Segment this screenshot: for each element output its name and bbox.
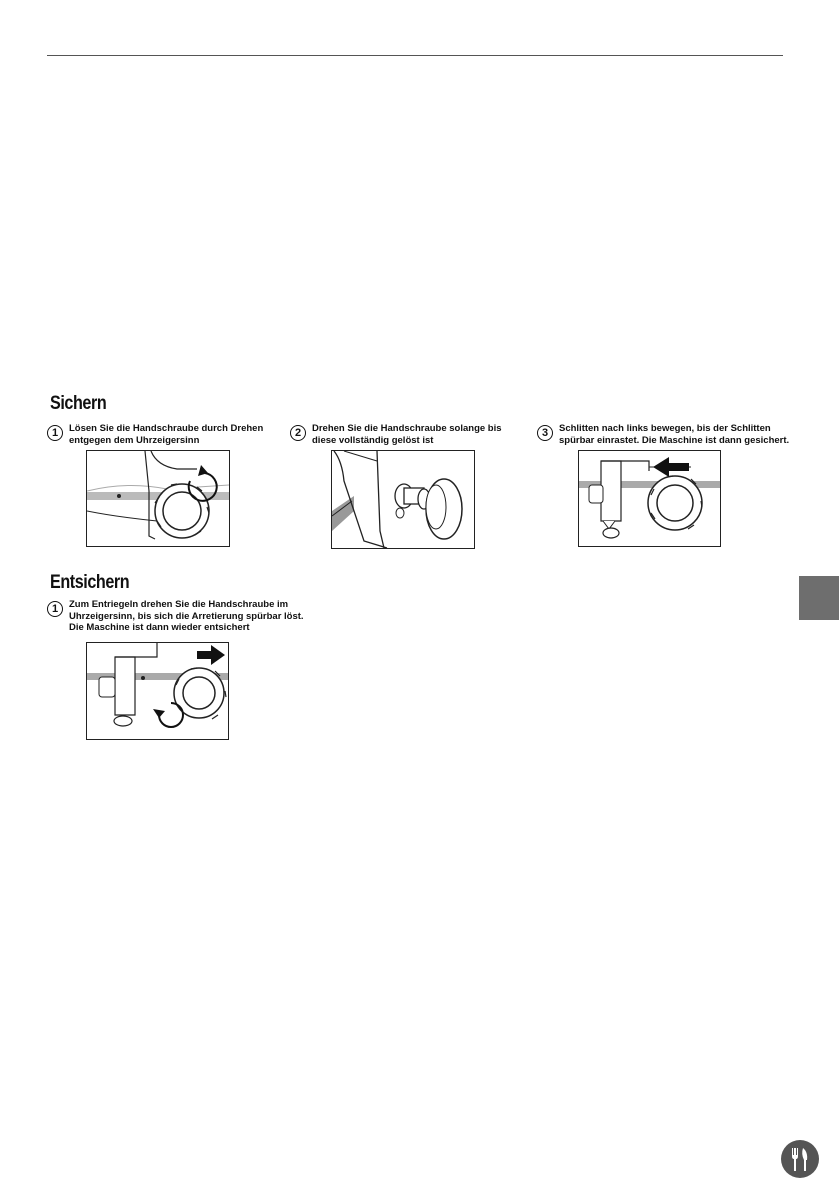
step-number-badge: 1 (47, 425, 63, 441)
section-heading-entsichern: Entsichern (50, 572, 130, 593)
step-number-badge: 1 (47, 601, 63, 617)
step-instruction: Lösen Sie die Handschraube durch Drehen entgegen dem Uhrzeigersinn (69, 423, 264, 446)
sichern-step-2 (290, 423, 502, 446)
section-heading-sichern: Sichern (50, 393, 107, 414)
illustration-slide-left (578, 450, 721, 547)
entsichern-step-1 (47, 599, 304, 634)
header-rule (47, 55, 783, 56)
sichern-step-3 (537, 423, 789, 446)
illustration-loosen-screw (86, 450, 230, 547)
step-instruction: Schlitten nach links bewegen, bis der Schlitten spürbar einrastet. Die Maschine ist dann gesichert. (559, 423, 790, 446)
illustration-remove-screw (331, 450, 475, 549)
cutlery-logo-icon (781, 1140, 819, 1178)
illustration-unlock (86, 642, 229, 740)
sichern-step-1 (47, 423, 263, 446)
step-number-badge: 3 (537, 425, 553, 441)
chapter-tab (799, 576, 839, 620)
step-instruction: Drehen Sie die Handschraube solange bis diese vollständig gelöst ist (312, 423, 502, 446)
step-instruction: Zum Entriegeln drehen Sie die Handschraube im Uhrzeigersinn, bis sich die Arretierung spürbar löst. Die Maschine ist dann wieder entsichert (69, 599, 304, 633)
step-number-badge: 2 (290, 425, 306, 441)
